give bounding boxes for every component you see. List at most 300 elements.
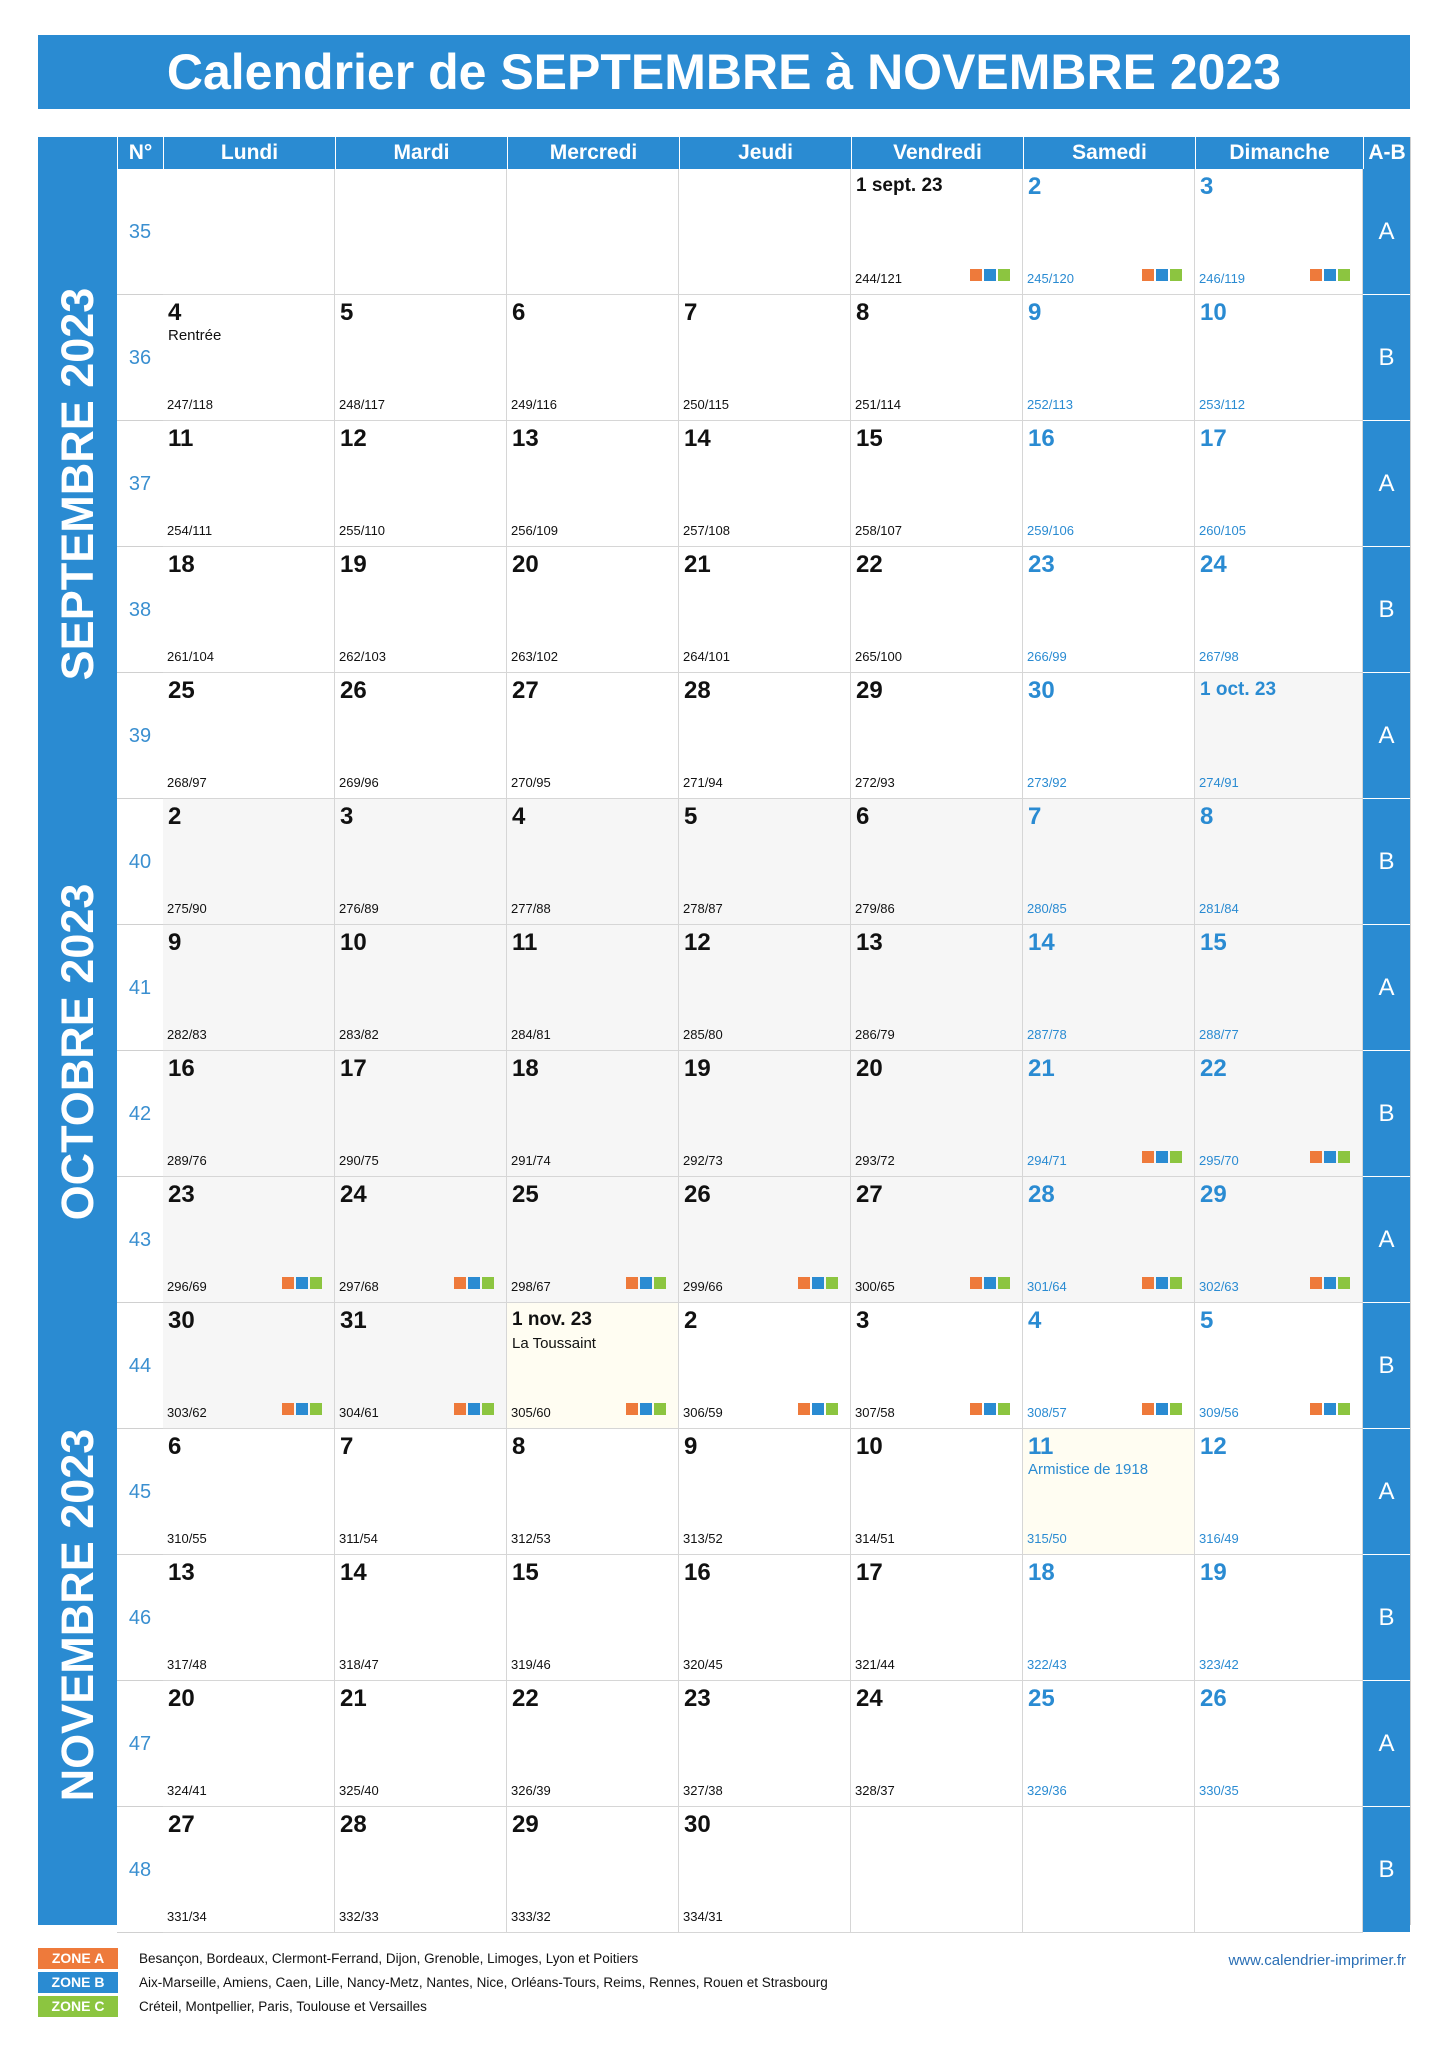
day-cell-samedi	[1023, 799, 1195, 925]
day-of-year: 277/88	[511, 901, 551, 916]
day-date: 7	[1028, 803, 1042, 830]
zone-b-marker-icon	[640, 1277, 652, 1289]
zone-b-marker-icon	[1324, 1403, 1336, 1415]
day-cell-mardi	[335, 1051, 507, 1177]
day-cell-lundi	[163, 1429, 335, 1555]
day-cell-samedi	[1023, 295, 1195, 421]
day-cell-samedi	[1023, 1177, 1195, 1303]
day-date: 25	[1028, 1685, 1055, 1712]
day-date: 30	[684, 1811, 711, 1838]
week-ab-label: A	[1363, 169, 1410, 295]
zone-a-marker-icon	[798, 1403, 810, 1415]
day-cell-dimanche	[1195, 1303, 1363, 1429]
day-date: 7	[340, 1433, 354, 1460]
day-cell-jeudi	[679, 799, 851, 925]
day-date: 22	[512, 1685, 539, 1712]
day-cell-mardi	[335, 169, 507, 295]
day-date: 20	[512, 551, 539, 578]
day-cell-dimanche	[1195, 547, 1363, 673]
day-cell-mardi	[335, 925, 507, 1051]
day-cell-vendredi	[851, 1303, 1023, 1429]
day-date: 4	[512, 803, 526, 830]
zone-c-marker-icon	[482, 1403, 494, 1415]
day-of-year: 293/72	[855, 1153, 895, 1168]
day-cell-mardi	[335, 295, 507, 421]
week-ab-label: A	[1363, 925, 1410, 1051]
day-date: 13	[512, 425, 539, 452]
school-holiday-zones-icon	[282, 1403, 322, 1415]
day-date: 13	[168, 1559, 195, 1586]
day-of-year: 299/66	[683, 1279, 723, 1294]
day-date: 15	[1200, 929, 1227, 956]
zone-a-marker-icon	[970, 269, 982, 281]
day-of-year: 321/44	[855, 1657, 895, 1672]
zone-b-cities: Aix-Marseille, Amiens, Caen, Lille, Nancy-Metz, Nantes, Nice, Orléans-Tours, Reims, Rennes, Rouen et Strasbourg	[139, 1975, 828, 1990]
ab-header: A-B	[1363, 137, 1410, 169]
week-ab-label: B	[1363, 1555, 1410, 1681]
week-number: 45	[117, 1429, 163, 1555]
day-date: 3	[856, 1307, 870, 1334]
school-holiday-zones-icon	[970, 1277, 1010, 1289]
day-cell-jeudi	[679, 547, 851, 673]
day-cell-samedi	[1023, 1681, 1195, 1807]
day-cell-samedi	[1023, 169, 1195, 295]
day-date: 6	[168, 1433, 182, 1460]
zone-b-badge: ZONE B	[38, 1972, 118, 1993]
day-cell-lundi	[163, 1177, 335, 1303]
month-header-blank	[38, 137, 117, 169]
day-cell-dimanche	[1195, 1051, 1363, 1177]
day-cell-mercredi	[507, 1555, 679, 1681]
day-of-year: 255/110	[339, 523, 386, 538]
day-cell-mercredi	[507, 547, 679, 673]
zone-b-marker-icon	[1156, 1151, 1168, 1163]
zone-a-marker-icon	[282, 1403, 294, 1415]
day-of-year: 249/116	[511, 397, 558, 412]
day-date: 17	[856, 1559, 883, 1586]
week-number: 40	[117, 799, 163, 925]
day-of-year: 314/51	[855, 1531, 895, 1546]
day-date: 22	[1200, 1055, 1227, 1082]
day-of-year: 331/34	[167, 1909, 207, 1924]
day-date: 28	[684, 677, 711, 704]
month-label-october: OCTOBRE 2023	[51, 883, 103, 1220]
zone-a-marker-icon	[1310, 1403, 1322, 1415]
day-header-jeudi: Jeudi	[679, 137, 851, 169]
zone-c-marker-icon	[1338, 1403, 1350, 1415]
day-of-year: 294/71	[1027, 1153, 1067, 1168]
day-cell-jeudi	[679, 1429, 851, 1555]
zone-a-cities: Besançon, Bordeaux, Clermont-Ferrand, Dijon, Grenoble, Limoges, Lyon et Poitiers	[139, 1951, 639, 1966]
day-date: 20	[856, 1055, 883, 1082]
day-cell-samedi	[1023, 1051, 1195, 1177]
day-cell-jeudi	[679, 1177, 851, 1303]
zone-c-marker-icon	[1338, 269, 1350, 281]
day-date: 14	[684, 425, 711, 452]
zone-b-marker-icon	[1324, 269, 1336, 281]
day-header-mercredi: Mercredi	[507, 137, 679, 169]
day-of-year: 258/107	[855, 523, 902, 538]
week-ab-label: B	[1363, 1051, 1410, 1177]
week-ab-label: B	[1363, 295, 1410, 421]
zone-a-marker-icon	[970, 1277, 982, 1289]
school-holiday-zones-icon	[1142, 1277, 1182, 1289]
day-cell-lundi	[163, 421, 335, 547]
day-date: 16	[168, 1055, 195, 1082]
day-of-year: 279/86	[855, 901, 895, 916]
day-cell-samedi	[1023, 1429, 1195, 1555]
day-cell-lundi	[163, 547, 335, 673]
day-of-year: 272/93	[855, 775, 895, 790]
zone-c-marker-icon	[1170, 269, 1182, 281]
day-cell-jeudi	[679, 1807, 851, 1933]
school-holiday-zones-icon	[454, 1277, 494, 1289]
zone-b-marker-icon	[468, 1403, 480, 1415]
day-date: 12	[1200, 1433, 1227, 1460]
day-date: 23	[1028, 551, 1055, 578]
day-of-year: 280/85	[1027, 901, 1067, 916]
day-cell-lundi	[163, 1051, 335, 1177]
day-cell-vendredi	[851, 1051, 1023, 1177]
day-of-year: 275/90	[167, 901, 207, 916]
day-cell-vendredi	[851, 1429, 1023, 1555]
day-of-year: 326/39	[511, 1783, 551, 1798]
day-cell-lundi	[163, 799, 335, 925]
day-date: 27	[168, 1811, 195, 1838]
day-of-year: 283/82	[339, 1027, 379, 1042]
day-cell-mardi	[335, 421, 507, 547]
day-date: 24	[340, 1181, 367, 1208]
day-cell-dimanche	[1195, 1681, 1363, 1807]
day-of-year: 268/97	[167, 775, 207, 790]
day-cell-mercredi	[507, 1807, 679, 1933]
zone-c-marker-icon	[1338, 1151, 1350, 1163]
zone-b-marker-icon	[1324, 1151, 1336, 1163]
day-cell-mercredi	[507, 169, 679, 295]
day-of-year: 307/58	[855, 1405, 895, 1420]
zone-a-marker-icon	[1142, 269, 1154, 281]
week-number: 48	[117, 1807, 163, 1933]
zone-b-marker-icon	[1156, 1277, 1168, 1289]
zone-a-marker-icon	[1142, 1403, 1154, 1415]
day-of-year: 298/67	[511, 1279, 551, 1294]
day-of-year: 285/80	[683, 1027, 723, 1042]
day-of-year: 278/87	[683, 901, 723, 916]
day-date: 9	[684, 1433, 698, 1460]
day-cell-lundi	[163, 1303, 335, 1429]
zone-c-marker-icon	[1170, 1151, 1182, 1163]
day-cell-lundi	[163, 169, 335, 295]
day-header-lundi: Lundi	[163, 137, 335, 169]
day-cell-vendredi	[851, 1177, 1023, 1303]
month-label-november: NOVEMBRE 2023	[51, 1428, 103, 1801]
day-of-year: 315/50	[1027, 1531, 1067, 1546]
day-of-year: 288/77	[1199, 1027, 1239, 1042]
day-of-year: 286/79	[855, 1027, 895, 1042]
day-of-year: 327/38	[683, 1783, 723, 1798]
day-event: La Toussaint	[512, 1335, 596, 1352]
zone-c-marker-icon	[826, 1403, 838, 1415]
day-cell-lundi	[163, 1681, 335, 1807]
day-date: 26	[1200, 1685, 1227, 1712]
day-date: 6	[512, 299, 526, 326]
day-cell-vendredi	[851, 673, 1023, 799]
day-of-year: 282/83	[167, 1027, 207, 1042]
school-holiday-zones-icon	[282, 1277, 322, 1289]
day-cell-dimanche	[1195, 673, 1363, 799]
zone-c-marker-icon	[998, 1277, 1010, 1289]
day-of-year: 320/45	[683, 1657, 723, 1672]
day-cell-vendredi	[851, 169, 1023, 295]
day-date: 16	[684, 1559, 711, 1586]
day-cell-mercredi	[507, 673, 679, 799]
day-of-year: 287/78	[1027, 1027, 1067, 1042]
week-ab-label: B	[1363, 547, 1410, 673]
week-number: 46	[117, 1555, 163, 1681]
zone-b-marker-icon	[296, 1277, 308, 1289]
day-of-year: 256/109	[511, 523, 558, 538]
day-of-year: 304/61	[339, 1405, 379, 1420]
day-of-year: 257/108	[683, 523, 730, 538]
day-date: 8	[856, 299, 870, 326]
day-of-year: 325/40	[339, 1783, 379, 1798]
day-of-year: 329/36	[1027, 1783, 1067, 1798]
week-number: 38	[117, 547, 163, 673]
day-date: 20	[168, 1685, 195, 1712]
day-of-year: 245/120	[1027, 271, 1074, 286]
day-of-year: 323/42	[1199, 1657, 1239, 1672]
day-of-year: 292/73	[683, 1153, 723, 1168]
day-date: 27	[856, 1181, 883, 1208]
zone-a-marker-icon	[798, 1277, 810, 1289]
day-date: 19	[1200, 1559, 1227, 1586]
zone-a-marker-icon	[1142, 1277, 1154, 1289]
day-date: 8	[1200, 803, 1214, 830]
day-cell-jeudi	[679, 1681, 851, 1807]
zone-b-marker-icon	[1324, 1277, 1336, 1289]
day-cell-lundi	[163, 1555, 335, 1681]
calendar-grid	[38, 137, 1411, 1925]
day-cell-samedi	[1023, 925, 1195, 1051]
day-cell-mardi	[335, 1303, 507, 1429]
day-cell-dimanche	[1195, 1555, 1363, 1681]
day-date: 8	[512, 1433, 526, 1460]
day-header-mardi: Mardi	[335, 137, 507, 169]
day-of-year: 312/53	[511, 1531, 551, 1546]
month-band-september	[38, 169, 117, 799]
day-date: 4	[1028, 1307, 1042, 1334]
zone-b-marker-icon	[1156, 269, 1168, 281]
day-cell-lundi	[163, 673, 335, 799]
day-of-year: 309/56	[1199, 1405, 1239, 1420]
school-holiday-zones-icon	[798, 1403, 838, 1415]
week-ab-label: B	[1363, 1807, 1410, 1933]
day-event: Armistice de 1918	[1028, 1461, 1149, 1478]
day-of-year: 274/91	[1199, 775, 1239, 790]
zone-a-marker-icon	[626, 1403, 638, 1415]
week-number: 42	[117, 1051, 163, 1177]
day-date: 2	[168, 803, 182, 830]
day-cell-lundi	[163, 295, 335, 421]
day-cell-mardi	[335, 1807, 507, 1933]
day-date: 28	[1028, 1181, 1055, 1208]
school-holiday-zones-icon	[970, 269, 1010, 281]
month-band-october	[38, 799, 117, 1304]
day-of-year: 319/46	[511, 1657, 551, 1672]
day-date: 2	[1028, 173, 1042, 200]
zone-c-cities: Créteil, Montpellier, Paris, Toulouse et Versailles	[139, 1999, 427, 2014]
day-of-year: 302/63	[1199, 1279, 1239, 1294]
day-of-year: 317/48	[167, 1657, 207, 1672]
school-holiday-zones-icon	[1142, 269, 1182, 281]
day-of-year: 270/95	[511, 775, 551, 790]
day-of-year: 308/57	[1027, 1405, 1067, 1420]
day-of-year: 322/43	[1027, 1657, 1067, 1672]
day-cell-jeudi	[679, 1051, 851, 1177]
day-cell-dimanche	[1195, 1807, 1363, 1933]
day-of-year: 330/35	[1199, 1783, 1239, 1798]
day-of-year: 264/101	[683, 649, 730, 664]
day-cell-jeudi	[679, 421, 851, 547]
day-date: 12	[684, 929, 711, 956]
day-of-year: 251/114	[855, 397, 902, 412]
day-cell-lundi	[163, 1807, 335, 1933]
day-cell-dimanche	[1195, 421, 1363, 547]
day-date: 11	[1028, 1433, 1054, 1460]
week-ab-label: A	[1363, 673, 1410, 799]
day-of-year: 289/76	[167, 1153, 207, 1168]
day-date: 9	[168, 929, 182, 956]
day-of-year: 284/81	[511, 1027, 551, 1042]
day-date: 10	[340, 929, 367, 956]
zone-b-marker-icon	[984, 1277, 996, 1289]
day-of-year: 260/105	[1199, 523, 1246, 538]
zone-b-marker-icon	[984, 269, 996, 281]
day-date: 21	[340, 1685, 367, 1712]
day-cell-samedi	[1023, 547, 1195, 673]
day-of-year: 271/94	[683, 775, 723, 790]
day-cell-samedi	[1023, 673, 1195, 799]
day-of-year: 334/31	[683, 1909, 723, 1924]
day-cell-dimanche	[1195, 925, 1363, 1051]
day-of-year: 273/92	[1027, 775, 1067, 790]
day-of-year: 291/74	[511, 1153, 551, 1168]
day-cell-samedi	[1023, 421, 1195, 547]
day-date: 14	[340, 1559, 367, 1586]
day-cell-mardi	[335, 799, 507, 925]
day-of-year: 250/115	[683, 397, 730, 412]
day-cell-mardi	[335, 547, 507, 673]
zone-c-badge: ZONE C	[38, 1996, 118, 2017]
day-of-year: 252/113	[1027, 397, 1074, 412]
day-date: 21	[1028, 1055, 1055, 1082]
day-of-year: 244/121	[855, 271, 902, 286]
day-of-year: 261/104	[167, 649, 214, 664]
day-date: 5	[1200, 1307, 1214, 1334]
school-holiday-zones-icon	[1142, 1403, 1182, 1415]
day-date: 15	[856, 425, 883, 452]
day-cell-dimanche	[1195, 169, 1363, 295]
day-cell-jeudi	[679, 1555, 851, 1681]
zone-a-marker-icon	[454, 1277, 466, 1289]
day-date: 26	[684, 1181, 711, 1208]
day-date: 17	[340, 1055, 367, 1082]
day-date: 9	[1028, 299, 1042, 326]
zone-c-marker-icon	[1170, 1277, 1182, 1289]
school-holiday-zones-icon	[1142, 1151, 1182, 1163]
day-date: 29	[1200, 1181, 1227, 1208]
school-holiday-zones-icon	[1310, 1151, 1350, 1163]
website-link[interactable]: www.calendrier-imprimer.fr	[1228, 1952, 1406, 1969]
day-of-year: 281/84	[1199, 901, 1239, 916]
day-date: 19	[684, 1055, 711, 1082]
day-date: 26	[340, 677, 367, 704]
week-number: 36	[117, 295, 163, 421]
day-date: 11	[168, 425, 194, 452]
zone-c-marker-icon	[654, 1277, 666, 1289]
day-cell-vendredi	[851, 1555, 1023, 1681]
day-header-samedi: Samedi	[1023, 137, 1195, 169]
day-of-year: 300/65	[855, 1279, 895, 1294]
day-of-year: 296/69	[167, 1279, 207, 1294]
zone-b-marker-icon	[1156, 1403, 1168, 1415]
zone-a-badge: ZONE A	[38, 1948, 118, 1969]
day-date: 24	[856, 1685, 883, 1712]
zone-a-marker-icon	[1310, 1277, 1322, 1289]
day-of-year: 248/117	[339, 397, 386, 412]
day-cell-mardi	[335, 1555, 507, 1681]
day-date: 25	[512, 1181, 539, 1208]
day-of-year: 265/100	[855, 649, 902, 664]
week-ab-label: B	[1363, 1303, 1410, 1429]
day-of-year: 267/98	[1199, 649, 1239, 664]
day-date: 3	[340, 803, 354, 830]
day-date: 7	[684, 299, 698, 326]
week-number: 39	[117, 673, 163, 799]
day-date: 1 oct. 23	[1200, 679, 1277, 700]
day-date: 12	[340, 425, 367, 452]
day-cell-mardi	[335, 673, 507, 799]
zone-c-marker-icon	[654, 1403, 666, 1415]
day-of-year: 259/106	[1027, 523, 1074, 538]
zone-a-marker-icon	[1310, 269, 1322, 281]
day-of-year: 301/64	[1027, 1279, 1067, 1294]
day-cell-mardi	[335, 1681, 507, 1807]
day-date: 17	[1200, 425, 1227, 452]
month-label-september: SEPTEMBRE 2023	[51, 287, 103, 681]
zone-legend	[38, 1948, 1410, 2018]
school-holiday-zones-icon	[454, 1403, 494, 1415]
school-holiday-zones-icon	[1310, 269, 1350, 281]
day-cell-mardi	[335, 1429, 507, 1555]
school-holiday-zones-icon	[1310, 1403, 1350, 1415]
day-of-year: 276/89	[339, 901, 379, 916]
day-cell-vendredi	[851, 799, 1023, 925]
zone-b-marker-icon	[812, 1403, 824, 1415]
week-ab-label: A	[1363, 421, 1410, 547]
day-date: 1 nov. 23	[512, 1309, 592, 1330]
day-date: 11	[512, 929, 538, 956]
day-cell-jeudi	[679, 925, 851, 1051]
week-ab-label: A	[1363, 1681, 1410, 1807]
day-header-dimanche: Dimanche	[1195, 137, 1363, 169]
day-date: 29	[856, 677, 883, 704]
day-date: 5	[684, 803, 698, 830]
day-date: 3	[1200, 173, 1214, 200]
day-date: 19	[340, 551, 367, 578]
week-number: 47	[117, 1681, 163, 1807]
day-cell-jeudi	[679, 295, 851, 421]
